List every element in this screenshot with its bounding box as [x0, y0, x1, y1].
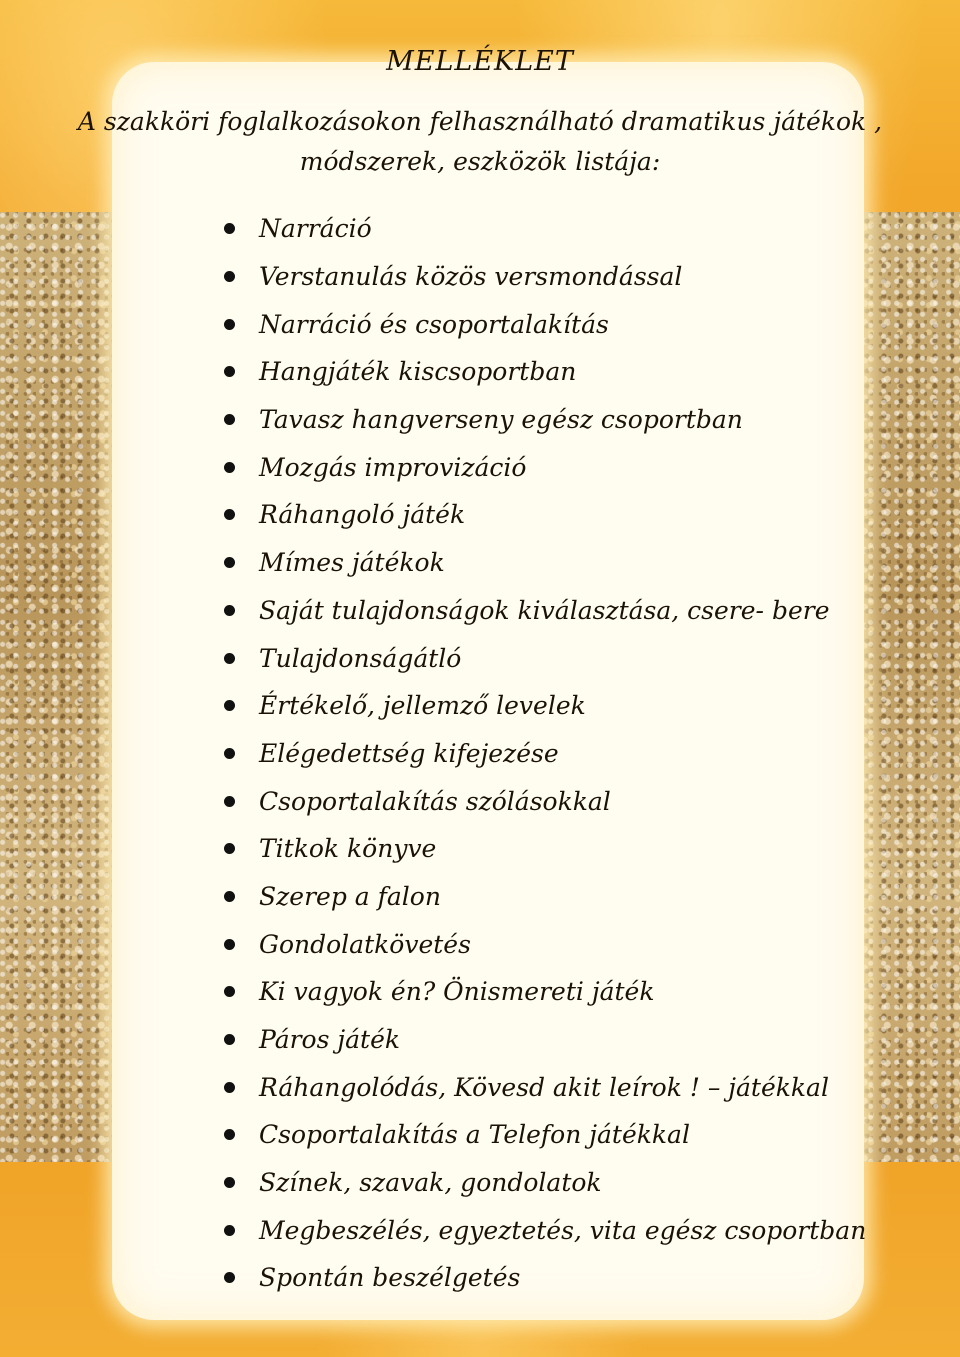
list-item	[224, 1063, 866, 1111]
list-item	[224, 491, 866, 539]
list-item	[224, 873, 866, 921]
list-item	[224, 968, 866, 1016]
list-item	[224, 920, 866, 968]
bullet-icon	[224, 319, 235, 330]
activity-list	[224, 205, 866, 1302]
list-item-label: Elégedettség kifejezése	[259, 738, 559, 768]
bullet-icon	[224, 414, 235, 425]
list-item-label: Tulajdonságátló	[259, 643, 462, 673]
list-item-label: Ráhangolódás, Kövesd akit leírok ! – játékkal	[259, 1072, 829, 1102]
bullet-icon	[224, 1034, 235, 1045]
list-item	[224, 396, 866, 444]
bullet-icon	[224, 223, 235, 234]
list-item	[224, 825, 866, 873]
intro-line-2: módszerek, eszközök listája:	[299, 147, 661, 176]
list-item-label: Csoportalakítás szólásokkal	[259, 786, 611, 816]
list-item-label: Hangjáték kiscsoportban	[259, 357, 577, 387]
bullet-icon	[224, 939, 235, 950]
list-item-label: Tavasz hangverseny egész csoportban	[259, 405, 743, 435]
list-item	[224, 1111, 866, 1159]
intro-text	[0, 102, 960, 182]
list-item-label: Mímes játékok	[259, 548, 445, 578]
bullet-icon	[224, 462, 235, 473]
list-item	[224, 443, 866, 491]
list-item-label: Színek, szavak, gondolatok	[259, 1168, 602, 1198]
list-item-label: Értékelő, jellemző levelek	[259, 691, 586, 721]
list-item-label: Gondolatkövetés	[259, 929, 471, 959]
list-item-label: Megbeszélés, egyeztetés, vita egész csoportban	[259, 1215, 867, 1245]
page-title: MELLÉKLET	[386, 46, 574, 77]
list-item	[224, 348, 866, 396]
intro-line-1: A szakköri foglalkozásokon felhasználható dramatikus játékok ,	[77, 107, 883, 136]
bullet-icon	[224, 605, 235, 616]
bullet-icon	[224, 700, 235, 711]
list-item-label: Páros játék	[259, 1025, 401, 1055]
list-item	[224, 1159, 866, 1207]
list-item	[224, 253, 866, 301]
list-item-label: Titkok könyve	[259, 834, 437, 864]
sand-texture-left	[0, 212, 120, 1162]
bullet-icon	[224, 1225, 235, 1236]
list-item-label: Csoportalakítás a Telefon játékkal	[259, 1120, 690, 1150]
list-item	[224, 539, 866, 587]
list-item	[224, 1016, 866, 1064]
list-item	[224, 300, 866, 348]
bullet-icon	[224, 1082, 235, 1093]
list-item	[224, 730, 866, 778]
bullet-icon	[224, 366, 235, 377]
bullet-icon	[224, 1177, 235, 1188]
bullet-icon	[224, 1272, 235, 1283]
list-item-label: Ráhangoló játék	[259, 500, 466, 530]
bullet-icon	[224, 986, 235, 997]
list-item-label: Narráció	[259, 214, 372, 244]
bullet-icon	[224, 748, 235, 759]
bullet-icon	[224, 653, 235, 664]
list-item	[224, 205, 866, 253]
sand-texture-right	[855, 212, 960, 1162]
list-item-label: Verstanulás közös versmondással	[259, 262, 683, 292]
bullet-icon	[224, 509, 235, 520]
bullet-icon	[224, 843, 235, 854]
list-item-label: Spontán beszélgetés	[259, 1263, 521, 1293]
list-item	[224, 682, 866, 730]
list-item	[224, 634, 866, 682]
list-item-label: Mozgás improvizáció	[259, 452, 527, 482]
list-item-label: Szerep a falon	[259, 881, 441, 911]
bullet-icon	[224, 557, 235, 568]
bullet-icon	[224, 796, 235, 807]
bullet-icon	[224, 891, 235, 902]
list-item	[224, 1254, 866, 1302]
bullet-icon	[224, 271, 235, 282]
list-item	[224, 587, 866, 635]
list-item-label: Ki vagyok én? Önismereti játék	[259, 977, 655, 1007]
bullet-icon	[224, 1129, 235, 1140]
list-item	[224, 777, 866, 825]
list-item	[224, 1206, 866, 1254]
list-item-label: Narráció és csoportalakítás	[259, 309, 609, 339]
list-item-label: Saját tulajdonságok kiválasztása, csere- bere	[259, 595, 830, 625]
